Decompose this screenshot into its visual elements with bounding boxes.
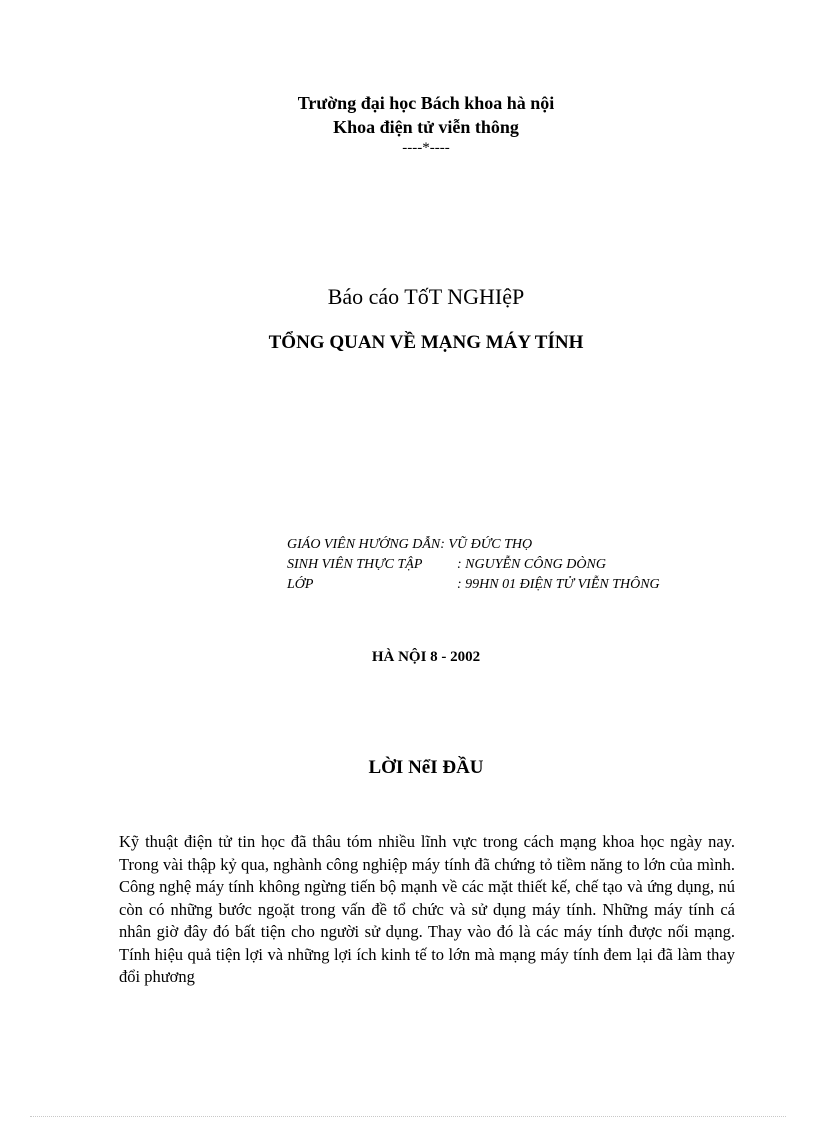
- report-info: [287, 535, 660, 595]
- supervisor-label: GIÁO VIÊN HƯỚNG DẪN: [287, 537, 441, 552]
- supervisor-value: : VŨ ĐỨC THỌ: [440, 537, 533, 552]
- student-label: SINH VIÊN THỰC TẬP: [287, 557, 423, 572]
- report-title: Báo cáo TốT NGHIệP: [327, 284, 525, 309]
- school-name: Trường đại học Bách khoa hà nội: [297, 93, 555, 113]
- supervisor-row: [287, 535, 532, 555]
- class-value: : 99HN 01 ĐIỆN TỬ VIỄN THÔNG: [457, 577, 660, 592]
- header-divider: ----*----: [402, 140, 450, 156]
- faculty-name: Khoa điện tử viễn thông: [333, 117, 519, 137]
- class-row: [287, 575, 660, 595]
- page-bottom-divider: [30, 1116, 786, 1117]
- report-subtitle: TỔNG QUAN VỀ MẠNG MÁY TÍNH: [268, 332, 584, 353]
- preface-title: LỜI NểI ĐẦU: [368, 757, 484, 778]
- preface-paragraph: Kỹ thuật điện tử tin học đã thâu tóm nhiều lĩnh vực trong cách mạng khoa học ngày nay. Trong vài thập kỷ qua, nghành công nghiệp máy tính đã chứng tỏ tiềm năng to lớn của mình. Công nghệ máy tính không ngừng tiến bộ mạnh về các mặt thiết kế, chế tạo và ứng dụng, nú còn có những bước ngoặt trong vấn đề tổ chức và sử dụng máy tính. Những máy tính cá nhân giờ đây đó bất tiện cho người sử dụng. Thay vào đó là các máy tính được nối mạng. Tính hiệu quả tiện lợi và những lợi ích kinh tế to lớn mà mạng máy tính đem lại đã làm thay đổi phương: [119, 832, 735, 986]
- student-row: [287, 555, 606, 575]
- preface-body: [119, 831, 735, 989]
- class-label: LỚP: [287, 577, 314, 592]
- student-value: : NGUYỄN CÔNG DÒNG: [457, 557, 606, 572]
- city-date: HÀ NỘI 8 - 2002: [371, 649, 481, 665]
